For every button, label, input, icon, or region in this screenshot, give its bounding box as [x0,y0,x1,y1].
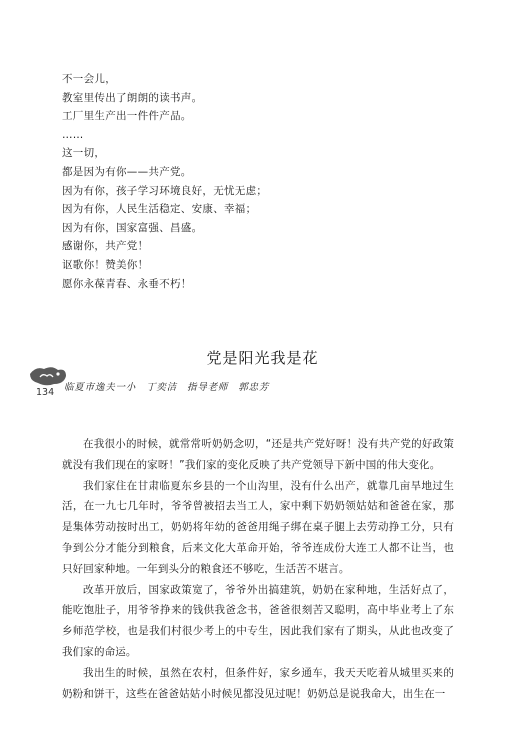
page-number: 134 [36,387,55,398]
poem-line: 因为有你，孩子学习环境良好，无忧无虑； [62,184,268,197]
poem-line: 不一会儿， [62,73,116,85]
poem-line: 都是因为有你——共产党。 [62,165,192,178]
paragraph: 我们家住在甘肃临夏东乡县的一个山沟里，没有什么出产，就靠几亩旱地过生活，在一九七几年时，爷爷曾被招去当工人，家中剩下奶奶领姑姑和爸爸在家，那是集体劳动按时出工，奶奶将年幼的爸爸用绳子绑在桌子腿上去劳动挣工分，只有争到公分才能分到粮食，后来文化大革命开始，爷爷连成份大连工人都不让当，也只好回家种地。一年到头分的粮食还不够吃，生活苦不堪言。 [62,479,454,575]
poem-line: …… [62,128,84,141]
poem-section [62,70,482,293]
article-title: 党是阳光我是花 [206,349,319,367]
poem-line: 讴歌你！赞美你！ [62,258,149,271]
page-corner-decoration-icon [28,364,68,388]
poem-line: 因为有你，人民生活稳定、安康、幸福； [62,203,257,216]
poem-line: 因为有你，国家富强、昌盛。 [62,221,203,234]
poem-line: 愿你永葆青春、永垂不朽！ [62,277,192,290]
paragraph: 改革开放后，国家政策宽了，爷爷外出搞建筑，奶奶在家种地，生活好点了，能吃饱肚子，用爷爷挣来的钱供我爸念书，爸爸很刻苦又聪明，高中毕业考上了东乡师范学校，也是我们村很少考上的中专生，因此我们家有了期头，从此也改变了我们家的命运。 [62,583,454,658]
byline-teacher: 郭忠芳 [238,382,270,393]
poem-line: 工厂里生产出一件件产品。 [62,110,192,123]
poem-line: 这一切， [62,147,106,160]
byline-teacher-label: 指导老师 [187,382,229,393]
byline [64,379,279,393]
poem-line: 感谢你，共产党！ [62,240,149,253]
paragraph: 我出生的时候，虽然在农村，但条件好，家乡通车，我天天吃着从城里买来的奶粉和饼干，这些在爸爸姑姑小时候见都没见过呢！奶奶总是说我命大，出生在一 [62,666,454,700]
article-body [62,434,454,704]
byline-school: 临夏市逸夫一小 [64,382,137,393]
poem-line: 教室里传出了朗朗的读书声。 [62,91,203,104]
byline-author: 丁奕洁 [146,382,178,393]
paragraph: 在我很小的时候，就常常听奶奶念叨，“还是共产党好呀！没有共产党的好政策就没有我们现在的家呀！”我们家的变化反映了共产党领导下新中国的伟大变化。 [62,438,454,471]
